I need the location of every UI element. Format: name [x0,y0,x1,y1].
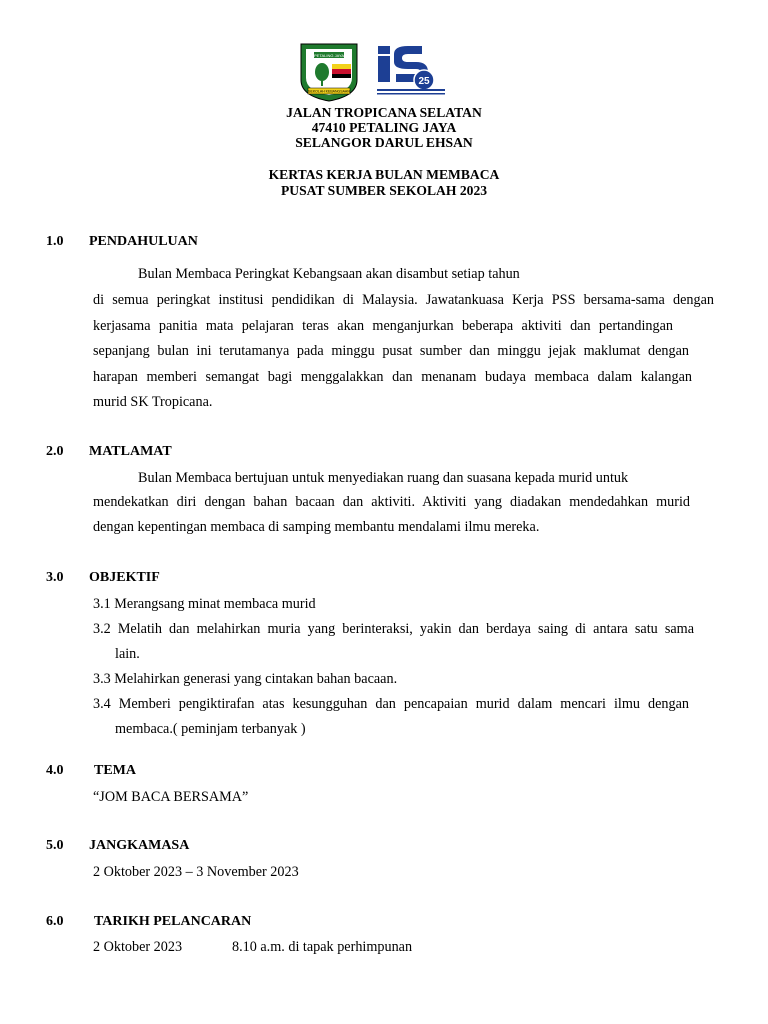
school-crest-logo [299,42,359,102]
svg-text:25: 25 [418,76,430,87]
objective-item: 3.2 Melatih dan melahirkan muria yang berinteraksi, yakin dan berdaya saing di antara satu sama [93,621,694,637]
school-address-line-2: 47410 PETALING JAYA [311,120,457,135]
section-1-paragraph-line: kerjasama panitia mata pelajaran teras akan menganjurkan beberapa aktiviti dan pertandingan [93,318,673,334]
launch-date: 2 Oktober 2023 [93,939,183,955]
duration-text: 2 Oktober 2023 – 3 November 2023 [93,864,299,880]
section-2-number: 2.0 [46,444,64,459]
objective-item: 3.3 Melahirkan generasi yang cintakan bahan bacaan. [93,671,398,687]
section-1-paragraph-line: sepanjang bulan ini terutamanya pada minggu pusat sumber dan minggu jejak maklumat dengan [93,343,689,359]
section-1-paragraph-line: murid SK Tropicana. [93,394,213,410]
section-2-paragraph-line: mendekatkan diri dengan bahan bacaan dan aktiviti. Aktiviti yang diadakan mendedahkan murid [93,494,690,510]
section-5-number: 5.0 [46,838,64,853]
section-4-title: TEMA [94,763,136,778]
section-4-number: 4.0 [46,763,64,778]
section-5-title: JANGKAMASA [89,838,190,853]
objective-item: 3.1 Merangsang minat membaca murid [93,596,316,612]
document-title-line-1: KERTAS KERJA BULAN MEMBACA [268,167,500,182]
section-3-title: OBJEKTIF [89,570,160,585]
ipts-logo [374,42,450,102]
section-1-paragraph-line: harapan memberi semangat bagi menggalakkan dan menanam budaya membaca dalam kalangan [93,369,692,385]
section-2-title: MATLAMAT [89,444,172,459]
section-2-paragraph-line: dengan kepentingan membaca di samping membantu mendalami ilmu mereka. [93,519,540,535]
section-1-paragraph-line: di semua peringkat institusi pendidikan di Malaysia. Jawatankuasa Kerja PSS bersama-sama dengan [93,292,714,308]
section-2-paragraph-line: Bulan Membaca bertujuan untuk menyediakan ruang dan suasana kepada murid untuk [138,470,629,486]
school-address-line-1: JALAN TROPICANA SELATAN [286,105,482,120]
objective-item-continuation: lain. [115,646,140,662]
launch-detail: 8.10 a.m. di tapak perhimpunan [232,939,413,955]
objective-item: 3.4 Memberi pengiktirafan atas kesungguhan dan pencapaian murid dalam mencari ilmu dengan [93,696,689,712]
school-address-line-3: SELANGOR DARUL EHSAN [295,135,473,150]
section-6-number: 6.0 [46,914,64,929]
svg-text:SEKOLAH KEBANGSAAN: SEKOLAH KEBANGSAAN [308,89,350,94]
document-title-line-2: PUSAT SUMBER SEKOLAH 2023 [280,183,488,198]
svg-text:PETALING JAYA: PETALING JAYA [313,53,345,58]
section-1-paragraph-line: Bulan Membaca Peringkat Kebangsaan akan disambut setiap tahun [138,266,520,282]
section-3-number: 3.0 [46,570,64,585]
section-6-title: TARIKH PELANCARAN [94,914,252,929]
section-1-number: 1.0 [46,234,64,249]
objective-item-continuation: membaca.( peminjam terbanyak ) [115,721,306,737]
theme-text: “JOM BACA BERSAMA” [93,789,249,805]
section-1-title: PENDAHULUAN [89,234,198,249]
